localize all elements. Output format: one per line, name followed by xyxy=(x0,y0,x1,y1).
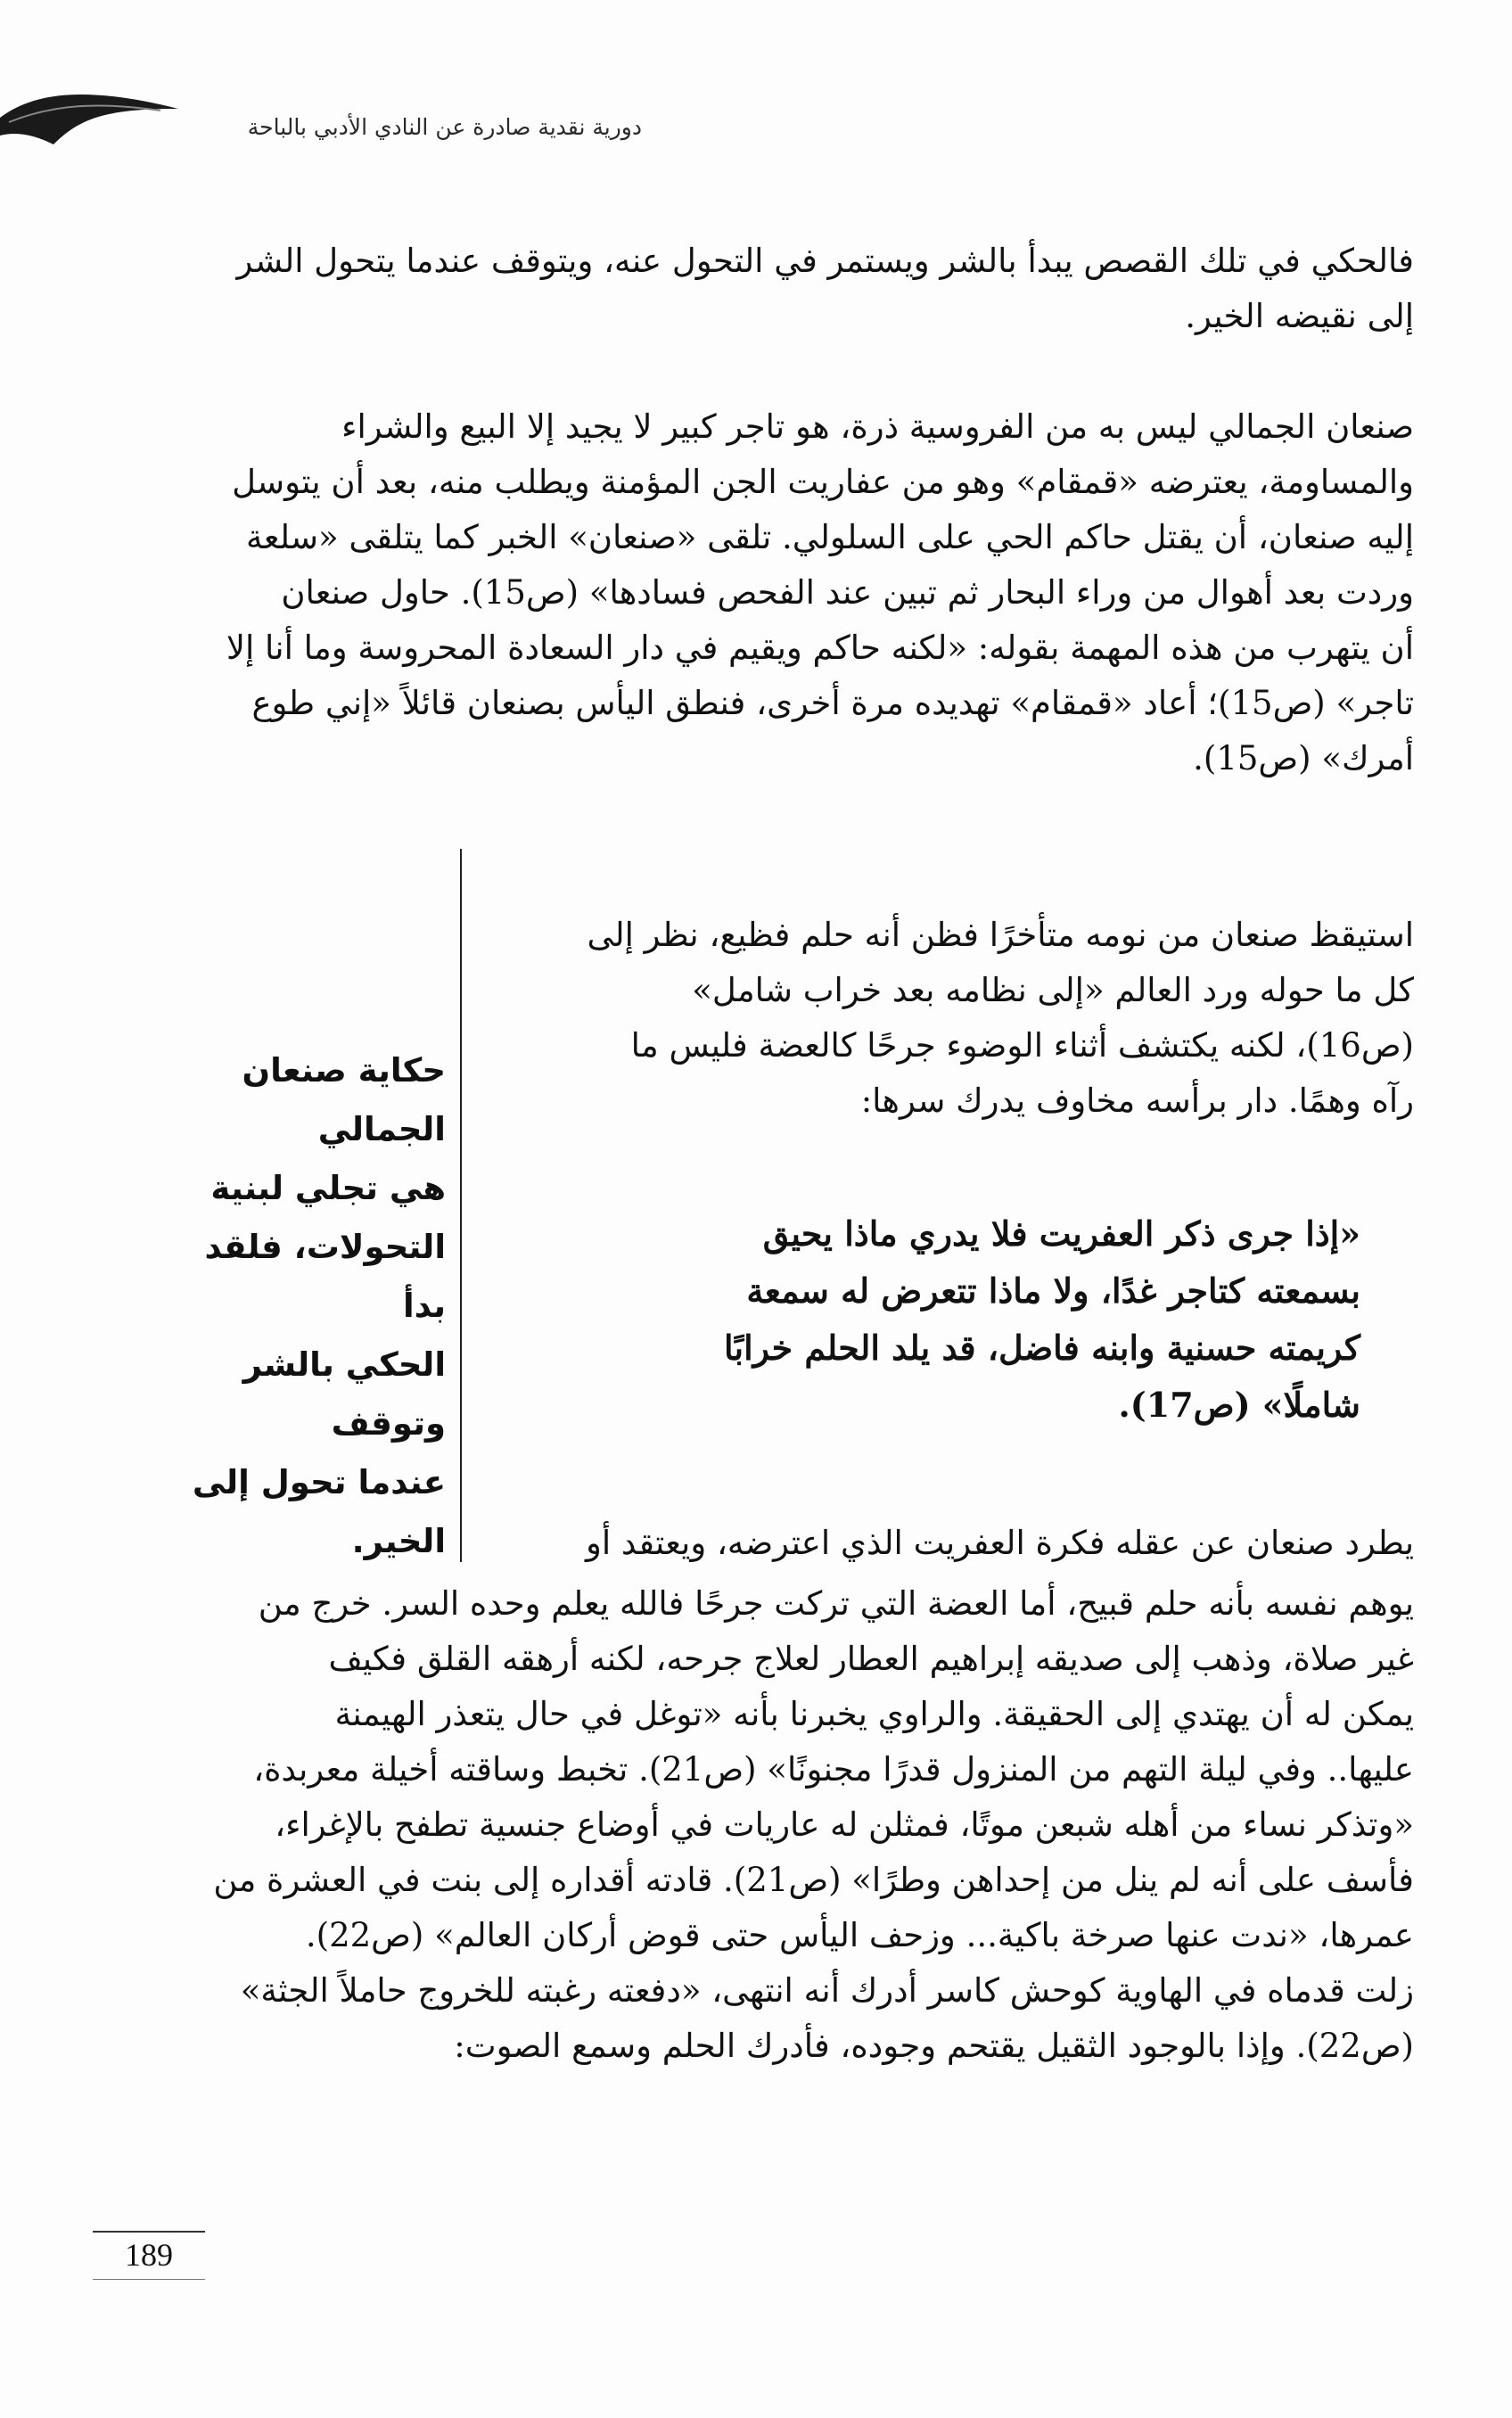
block-quote xyxy=(451,1205,1360,1434)
text-line: يوهم نفسه بأنه حلم قبيح، أما العضة التي تركت جرحًا فالله يعلم وحده السر. خرج من xyxy=(258,1584,1414,1623)
text-line: يمكن له أن يهتدي إلى الحقيقة. والراوي يخبرنا بأنه «توغل في حال يتعذر الهيمنة xyxy=(334,1695,1414,1733)
text-line: فأسف على أنه لم ينل من إحداهن وطرًا» (ص21). قادته أقداره إلى بنت في العشرة من xyxy=(213,1861,1414,1899)
text-line: والمساومة، يعترضه «قمقام» وهو من عفاريت الجن المؤمنة ويطلب منه، بعد أن يتوسل xyxy=(232,463,1414,501)
text-line: (ص22). وإذا بالوجود الثقيل يقتحم وجوده، فأدرك الحلم وسمع الصوت: xyxy=(454,2027,1414,2065)
pull-quote-line: الخير. xyxy=(351,1522,446,1560)
text-line: عمرها، «ندت عنها صرخة باكية... وزحف اليأس حتى قوض أركان العالم» (ص22). xyxy=(305,1916,1414,1954)
quote-line: شاملًا» (ص17). xyxy=(1118,1385,1360,1425)
pull-quote-line: التحولات، فلقد بدأ xyxy=(204,1228,446,1325)
text-line: «وتذكر نساء من أهله شبعن موتًا، فمثلن له عاريات في أوضاع جنسية تطفح بالإغراء، xyxy=(275,1805,1414,1844)
text-line: وردت بعد أهوال من وراء البحار ثم تبين عند الفحص فسادها» (ص15). حاول صنعان xyxy=(281,573,1414,612)
pull-quote-line: عندما تحول إلى xyxy=(192,1463,446,1501)
page-number: 189 xyxy=(125,2237,173,2273)
paragraph-1 xyxy=(94,234,1414,344)
text-line: عليها.. وفي ليلة التهم من المنزول قدرًا مجنونًا» (ص21). تخبط وساقته أخيلة معربدة، xyxy=(253,1750,1414,1789)
text-line: أن يتهرب من هذه المهمة بقوله: «لكنه حاكم ويقيم في دار السعادة المحروسة وما أنا إلا xyxy=(226,629,1414,667)
pull-quote-line: هي تجلي لبنية xyxy=(210,1169,446,1207)
text-line: صنعان الجمالي ليس به من الفروسية ذرة، هو تاجر كبير لا يجيد إلا البيع والشراء xyxy=(341,407,1414,446)
paragraph-2 xyxy=(94,399,1414,786)
quote-line: كريمته حسنية وابنه فاضل، قد يلد الحلم خرابًا xyxy=(723,1328,1360,1368)
text-line: غير صلاة، وذهب إلى صديقه إبراهيم العطار لعلاج جرحه، لكنه أرهقه القلق فكيف xyxy=(328,1640,1414,1678)
paragraph-4 xyxy=(442,1516,1414,1571)
pull-quote xyxy=(152,1041,446,1571)
quote-line: «إذا جرى ذكر العفريت فلا يدري ماذا يحيق xyxy=(762,1213,1360,1254)
text-line: رآه وهمًا. دار برأسه مخاوف يدرك سرها: xyxy=(860,1082,1414,1120)
paragraph-5 xyxy=(94,1576,1414,2074)
text-line: كل ما حوله ورد العالم «إلى نظامه بعد خراب شامل» xyxy=(692,971,1414,1009)
text-line: إليه صنعان، أن يقتل حاكم الحي على السلولي. تلقى «صنعان» الخبر كما يتلقى «سلعة xyxy=(246,518,1414,556)
header-ornament-icon xyxy=(0,82,178,153)
journal-title: دورية نقدية صادرة عن النادي الأدبي بالباحة xyxy=(247,114,642,140)
quote-line: بسمعته كتاجر غدًا، ولا ماذا تتعرض له سمعة xyxy=(746,1271,1360,1311)
paragraph-3 xyxy=(442,908,1414,1129)
text-line: إلى نقيضه الخير. xyxy=(1185,297,1414,335)
text-line: (ص16)، لكنه يكتشف أثناء الوضوء جرحًا كالعضة فليس ما xyxy=(630,1026,1414,1065)
pull-quote-line: الحكي بالشر وتوقف xyxy=(242,1345,446,1443)
pull-quote-line: حكاية صنعان الجمالي xyxy=(242,1051,446,1148)
footer-rule-bottom xyxy=(93,2279,205,2280)
text-line: تاجر» (ص15)؛ أعاد «قمقام» تهديده مرة أخرى، فنطق اليأس بصنعان قائلاً «إني طوع xyxy=(251,684,1414,722)
footer-rule xyxy=(93,2231,205,2233)
text-line: أمرك» (ص15). xyxy=(1193,739,1414,777)
text-line: فالحكي في تلك القصص يبدأ بالشر ويستمر في التحول عنه، ويتوقف عندما يتحول الشر xyxy=(236,242,1414,280)
text-line: يطرد صنعان عن عقله فكرة العفريت الذي اعترضه، ويعتقد أو xyxy=(585,1524,1414,1562)
text-line: زلت قدماه في الهاوية كوحش كاسر أدرك أنه انتهى، «دفعته رغبته للخروج حاملاً الجثة» xyxy=(240,1971,1414,2010)
text-line: استيقظ صنعان من نومه متأخرًا فظن أنه حلم فظيع، نظر إلى xyxy=(587,916,1414,954)
